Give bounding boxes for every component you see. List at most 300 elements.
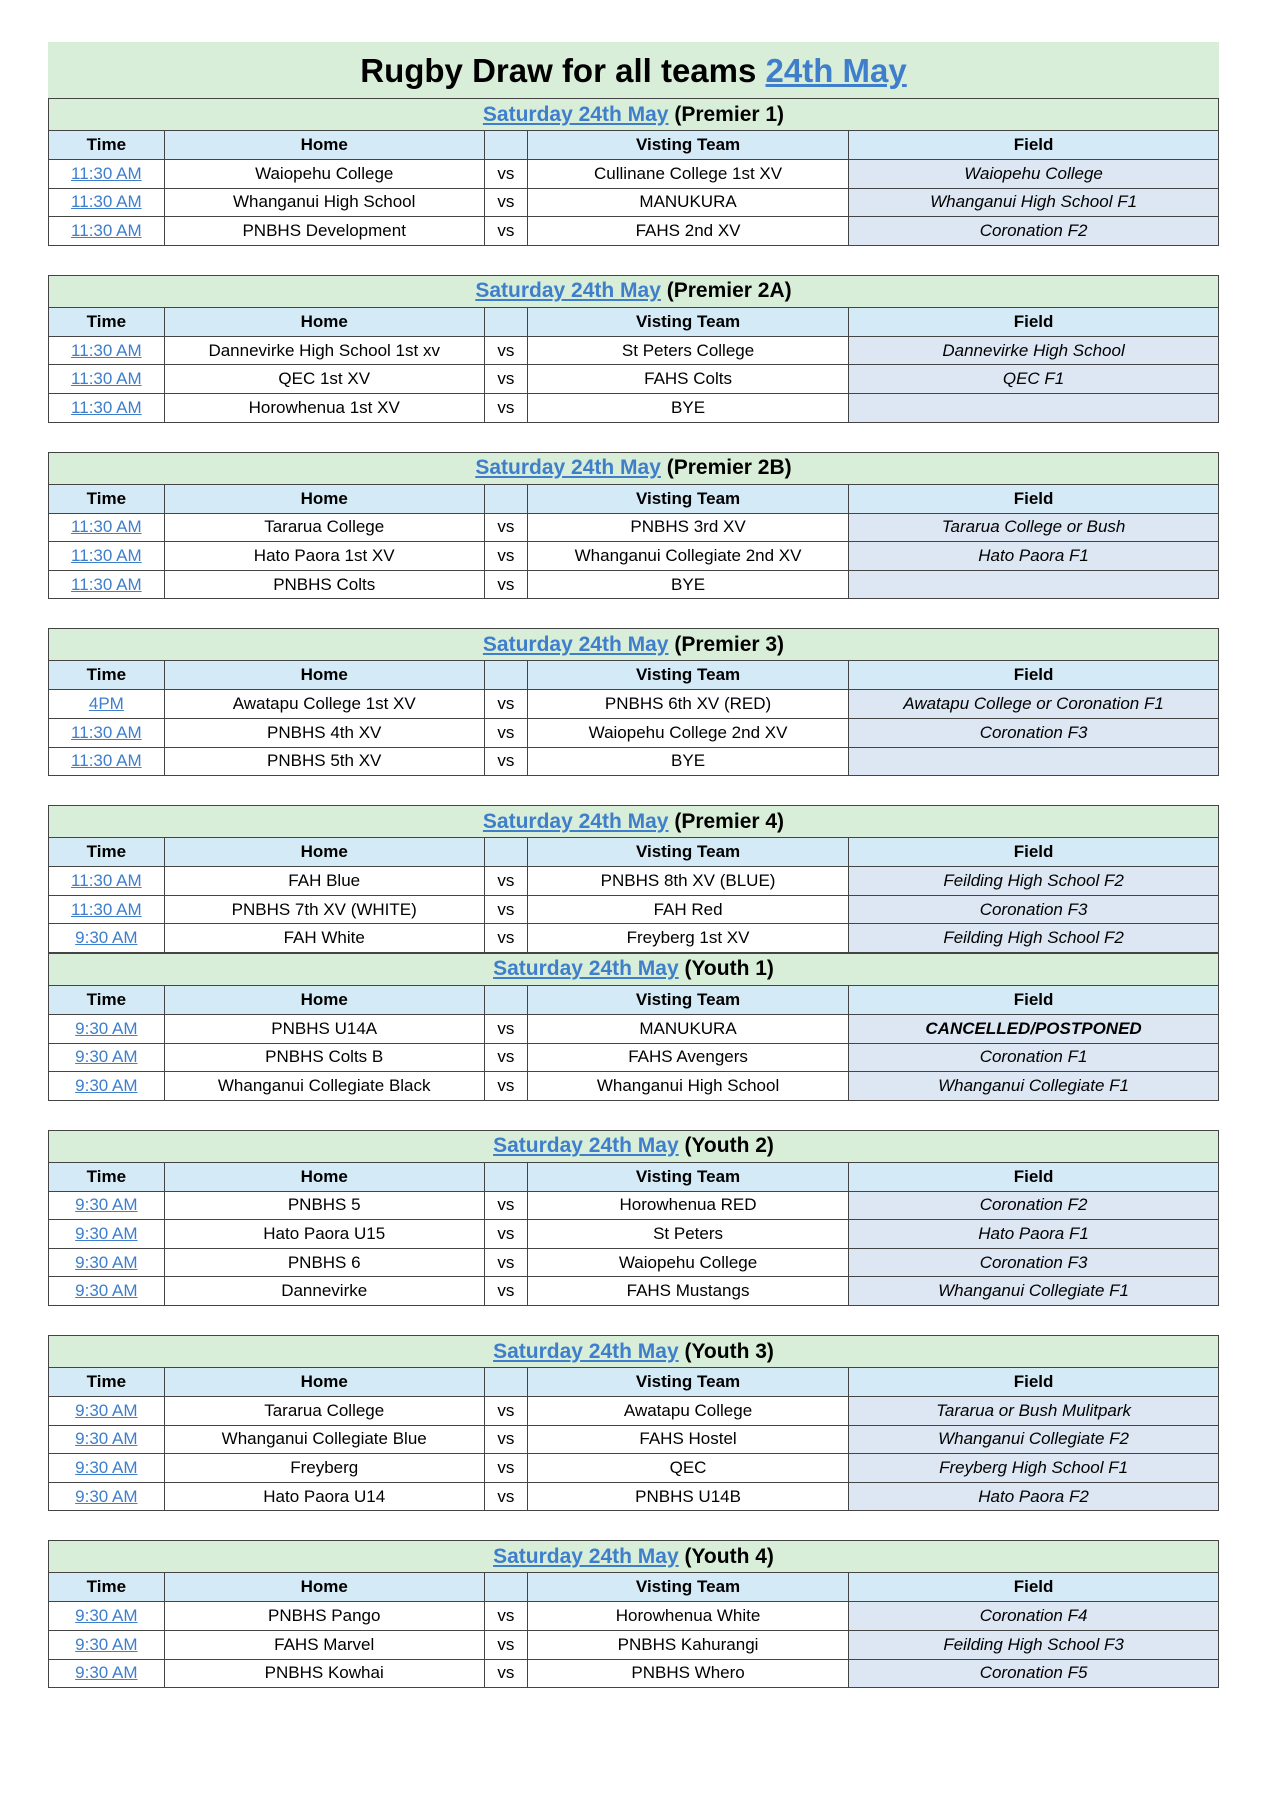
home-team-cell: PNBHS 5th XV [164, 747, 484, 776]
column-header-row [49, 838, 1219, 867]
section-heading-row [49, 1130, 1219, 1162]
field-cell: Coronation F3 [849, 1248, 1219, 1277]
time-cell [49, 1631, 165, 1660]
table-row [49, 747, 1219, 776]
col-time-header: Time [49, 1368, 165, 1397]
col-vs-header [484, 131, 527, 160]
time-cell [49, 1191, 165, 1220]
vs-cell: vs [484, 1659, 527, 1688]
time-link[interactable]: 11:30 AM [71, 722, 142, 742]
time-cell [49, 1454, 165, 1483]
field-cell: CANCELLED/POSTPONED [849, 1014, 1219, 1043]
section-grade: (Youth 4) [678, 1544, 774, 1568]
title-text: Rugby Draw for all teams [360, 52, 766, 89]
col-home-header: Home [164, 985, 484, 1014]
col-visiting-header: Visting Team [527, 661, 848, 690]
draw-table [48, 628, 1219, 776]
field-cell: Whanganui Collegiate F1 [849, 1277, 1219, 1306]
home-team-cell: PNBHS Colts [164, 570, 484, 599]
home-team-cell: Tararua College [164, 1397, 484, 1426]
time-link[interactable]: 9:30 AM [75, 1634, 138, 1654]
time-cell [49, 690, 165, 719]
section-heading [49, 1336, 1219, 1368]
section-grade: (Premier 2A) [660, 279, 792, 303]
field-cell: Feilding High School F2 [849, 867, 1219, 896]
time-cell [49, 570, 165, 599]
time-link[interactable]: 11:30 AM [71, 397, 142, 417]
table-row [49, 336, 1219, 365]
table-row [49, 1425, 1219, 1454]
col-time-header: Time [49, 1573, 165, 1602]
table-row [49, 1043, 1219, 1072]
time-link[interactable]: 9:30 AM [75, 1252, 138, 1272]
draw-table [48, 98, 1219, 246]
section-grade: (Premier 2B) [660, 456, 792, 480]
visiting-team-cell: PNBHS 8th XV (BLUE) [527, 867, 848, 896]
section-date-link[interactable]: Saturday 24th May [475, 456, 661, 480]
time-cell [49, 542, 165, 571]
field-cell: Coronation F5 [849, 1659, 1219, 1688]
home-team-cell: Waiopehu College [164, 160, 484, 189]
home-team-cell: Whanganui High School [164, 188, 484, 217]
col-time-header: Time [49, 985, 165, 1014]
table-row [49, 867, 1219, 896]
time-cell [49, 867, 165, 896]
visiting-team-cell: St Peters [527, 1220, 848, 1249]
col-field-header: Field [849, 1368, 1219, 1397]
time-link[interactable]: 9:30 AM [75, 928, 138, 948]
time-cell [49, 1248, 165, 1277]
vs-cell: vs [484, 1043, 527, 1072]
visiting-team-cell: PNBHS 6th XV (RED) [527, 690, 848, 719]
home-team-cell: FAH Blue [164, 867, 484, 896]
time-link[interactable]: 11:30 AM [71, 899, 142, 919]
home-team-cell: Dannevirke High School 1st xv [164, 336, 484, 365]
col-visiting-header: Visting Team [527, 1162, 848, 1191]
home-team-cell: Hato Paora 1st XV [164, 542, 484, 571]
column-header-row [49, 661, 1219, 690]
column-header-row [49, 484, 1219, 513]
section-heading-row [49, 452, 1219, 484]
vs-cell: vs [484, 924, 527, 953]
column-header-row [49, 1162, 1219, 1191]
vs-cell: vs [484, 1631, 527, 1660]
field-cell: Tararua College or Bush [849, 513, 1219, 542]
time-link[interactable]: 4PM [88, 694, 124, 714]
draw-table [48, 805, 1219, 953]
time-cell [49, 160, 165, 189]
table-row [49, 365, 1219, 394]
section-date-link[interactable]: Saturday 24th May [475, 279, 661, 303]
field-cell: Coronation F4 [849, 1602, 1219, 1631]
home-team-cell: Hato Paora U15 [164, 1220, 484, 1249]
section-heading-row [49, 275, 1219, 307]
col-visiting-header: Visting Team [527, 307, 848, 336]
vs-cell: vs [484, 217, 527, 246]
section-grade: (Youth 2) [678, 1134, 774, 1158]
time-cell [49, 513, 165, 542]
visiting-team-cell: BYE [527, 570, 848, 599]
field-cell: Awatapu College or Coronation F1 [849, 690, 1219, 719]
vs-cell: vs [484, 513, 527, 542]
visiting-team-cell: FAHS Hostel [527, 1425, 848, 1454]
col-time-header: Time [49, 307, 165, 336]
col-field-header: Field [849, 307, 1219, 336]
section-grade: (Premier 3) [668, 632, 785, 656]
section-gap [48, 1306, 1219, 1335]
time-link[interactable]: 9:30 AM [75, 1281, 138, 1301]
section-date-link[interactable]: Saturday 24th May [482, 102, 669, 126]
section-heading [49, 275, 1219, 307]
field-cell [849, 747, 1219, 776]
col-home-header: Home [164, 484, 484, 513]
visiting-team-cell: FAHS 2nd XV [527, 217, 848, 246]
visiting-team-cell: PNBHS U14B [527, 1482, 848, 1511]
vs-cell: vs [484, 895, 527, 924]
table-row [49, 513, 1219, 542]
col-time-header: Time [49, 661, 165, 690]
vs-cell: vs [484, 1482, 527, 1511]
section-grade: (Premier 1) [668, 102, 785, 126]
vs-cell: vs [484, 718, 527, 747]
col-time-header: Time [49, 838, 165, 867]
time-cell [49, 1482, 165, 1511]
home-team-cell: Dannevirke [164, 1277, 484, 1306]
col-visiting-header: Visting Team [527, 484, 848, 513]
time-link[interactable]: 11:30 AM [71, 517, 142, 537]
col-field-header: Field [849, 131, 1219, 160]
title-date-link[interactable]: 24th May [765, 52, 907, 89]
section-heading [49, 953, 1219, 985]
field-cell [849, 393, 1219, 422]
field-cell: Whanganui Collegiate F2 [849, 1425, 1219, 1454]
visiting-team-cell: St Peters College [527, 336, 848, 365]
section-gap [48, 776, 1219, 805]
visiting-team-cell: FAH Red [527, 895, 848, 924]
vs-cell: vs [484, 1191, 527, 1220]
section-date-link[interactable]: Saturday 24th May [493, 1134, 679, 1158]
vs-cell: vs [484, 1277, 527, 1306]
time-link[interactable]: 9:30 AM [75, 1195, 138, 1215]
time-link[interactable]: 11:30 AM [71, 163, 142, 183]
field-cell: Dannevirke High School [849, 336, 1219, 365]
home-team-cell: FAH White [164, 924, 484, 953]
field-cell: Tararua or Bush Mulitpark [849, 1397, 1219, 1426]
home-team-cell: PNBHS 7th XV (WHITE) [164, 895, 484, 924]
col-visiting-header: Visting Team [527, 131, 848, 160]
vs-cell: vs [484, 1602, 527, 1631]
home-team-cell: Horowhenua 1st XV [164, 393, 484, 422]
draw-document [48, 42, 1219, 1688]
home-team-cell: Whanganui Collegiate Black [164, 1072, 484, 1101]
vs-cell: vs [484, 690, 527, 719]
home-team-cell: PNBHS Kowhai [164, 1659, 484, 1688]
col-visiting-header: Visting Team [527, 1573, 848, 1602]
time-link[interactable]: 11:30 AM [71, 340, 142, 360]
visiting-team-cell: Awatapu College [527, 1397, 848, 1426]
vs-cell: vs [484, 393, 527, 422]
home-team-cell: PNBHS 5 [164, 1191, 484, 1220]
column-header-row [49, 985, 1219, 1014]
time-cell [49, 895, 165, 924]
home-team-cell: PNBHS Colts B [164, 1043, 484, 1072]
time-cell [49, 747, 165, 776]
table-row [49, 1191, 1219, 1220]
time-link[interactable]: 9:30 AM [75, 1047, 138, 1067]
time-cell [49, 1014, 165, 1043]
section-heading [49, 99, 1219, 131]
visiting-team-cell: FAHS Colts [527, 365, 848, 394]
time-cell [49, 1220, 165, 1249]
time-link[interactable]: 9:30 AM [75, 1458, 138, 1478]
col-vs-header [484, 985, 527, 1014]
home-team-cell: PNBHS U14A [164, 1014, 484, 1043]
time-link[interactable]: 9:30 AM [75, 1224, 138, 1244]
vs-cell: vs [484, 1014, 527, 1043]
time-cell [49, 1043, 165, 1072]
column-header-row [49, 1368, 1219, 1397]
draw-table [48, 1335, 1219, 1511]
vs-cell: vs [484, 1425, 527, 1454]
col-field-header: Field [849, 1573, 1219, 1602]
vs-cell: vs [484, 1220, 527, 1249]
table-row [49, 1602, 1219, 1631]
table-row [49, 1659, 1219, 1688]
field-cell: Whanganui High School F1 [849, 188, 1219, 217]
section-date-link[interactable]: Saturday 24th May [482, 809, 669, 833]
time-cell [49, 1397, 165, 1426]
field-cell: Hato Paora F1 [849, 1220, 1219, 1249]
col-vs-header [484, 484, 527, 513]
table-row [49, 690, 1219, 719]
section-date-link[interactable]: Saturday 24th May [493, 957, 679, 981]
field-cell: Freyberg High School F1 [849, 1454, 1219, 1483]
col-vs-header [484, 1573, 527, 1602]
table-row [49, 718, 1219, 747]
field-cell: Coronation F1 [849, 1043, 1219, 1072]
time-link[interactable]: 11:30 AM [71, 369, 142, 389]
col-home-header: Home [164, 1162, 484, 1191]
table-row [49, 1482, 1219, 1511]
home-team-cell: Tararua College [164, 513, 484, 542]
col-visiting-header: Visting Team [527, 838, 848, 867]
section-heading-row [49, 99, 1219, 131]
section-heading [49, 1541, 1219, 1573]
time-cell [49, 188, 165, 217]
table-row [49, 895, 1219, 924]
time-link[interactable]: 11:30 AM [71, 574, 142, 594]
home-team-cell: Freyberg [164, 1454, 484, 1483]
col-visiting-header: Visting Team [527, 1368, 848, 1397]
field-cell: Hato Paora F2 [849, 1482, 1219, 1511]
vs-cell: vs [484, 365, 527, 394]
visiting-team-cell: Whanganui Collegiate 2nd XV [527, 542, 848, 571]
vs-cell: vs [484, 1454, 527, 1483]
section-date-link[interactable]: Saturday 24th May [493, 1339, 679, 1363]
field-cell [849, 570, 1219, 599]
col-home-header: Home [164, 1573, 484, 1602]
visiting-team-cell: Freyberg 1st XV [527, 924, 848, 953]
field-cell: Hato Paora F1 [849, 542, 1219, 571]
draw-table [48, 1130, 1219, 1306]
col-home-header: Home [164, 1368, 484, 1397]
column-header-row [49, 307, 1219, 336]
section-date-link[interactable]: Saturday 24th May [493, 1544, 679, 1568]
field-cell: Coronation F3 [849, 718, 1219, 747]
col-home-header: Home [164, 131, 484, 160]
field-cell: Coronation F2 [849, 1191, 1219, 1220]
section-heading-row [49, 806, 1219, 838]
time-cell [49, 1072, 165, 1101]
time-link[interactable]: 9:30 AM [75, 1075, 138, 1095]
section-heading-row [49, 1541, 1219, 1573]
section-gap [48, 423, 1219, 452]
time-link[interactable]: 9:30 AM [75, 1400, 138, 1420]
home-team-cell: PNBHS 6 [164, 1248, 484, 1277]
field-cell: Feilding High School F3 [849, 1631, 1219, 1660]
draw-table [48, 452, 1219, 600]
vs-cell: vs [484, 1397, 527, 1426]
field-cell: Feilding High School F2 [849, 924, 1219, 953]
time-link[interactable]: 11:30 AM [71, 870, 142, 890]
visiting-team-cell: FAHS Avengers [527, 1043, 848, 1072]
table-row [49, 542, 1219, 571]
field-cell: Waiopehu College [849, 160, 1219, 189]
time-link[interactable]: 11:30 AM [71, 220, 142, 240]
table-row [49, 393, 1219, 422]
time-cell [49, 217, 165, 246]
section-gap [48, 246, 1219, 275]
vs-cell: vs [484, 542, 527, 571]
col-home-header: Home [164, 661, 484, 690]
col-field-header: Field [849, 985, 1219, 1014]
col-field-header: Field [849, 484, 1219, 513]
field-cell: Coronation F3 [849, 895, 1219, 924]
home-team-cell: FAHS Marvel [164, 1631, 484, 1660]
field-cell: Whanganui Collegiate F1 [849, 1072, 1219, 1101]
visiting-team-cell: Waiopehu College [527, 1248, 848, 1277]
visiting-team-cell: PNBHS Kahurangi [527, 1631, 848, 1660]
section-heading [49, 806, 1219, 838]
visiting-team-cell: PNBHS 3rd XV [527, 513, 848, 542]
table-row [49, 160, 1219, 189]
time-cell [49, 1277, 165, 1306]
time-cell [49, 1659, 165, 1688]
visiting-team-cell: BYE [527, 393, 848, 422]
home-team-cell: Awatapu College 1st XV [164, 690, 484, 719]
home-team-cell: PNBHS Pango [164, 1602, 484, 1631]
table-row [49, 1277, 1219, 1306]
field-cell: Coronation F2 [849, 217, 1219, 246]
visiting-team-cell: Horowhenua White [527, 1602, 848, 1631]
section-grade: (Premier 4) [668, 809, 785, 833]
section-heading [49, 1130, 1219, 1162]
section-heading-row [49, 1336, 1219, 1368]
time-cell [49, 336, 165, 365]
time-link[interactable]: 11:30 AM [71, 545, 142, 565]
section-gap [48, 1511, 1219, 1540]
visiting-team-cell: BYE [527, 747, 848, 776]
home-team-cell: Whanganui Collegiate Blue [164, 1425, 484, 1454]
section-grade: (Youth 1) [678, 957, 774, 981]
col-home-header: Home [164, 838, 484, 867]
page-title [48, 42, 1219, 98]
section-gap [48, 599, 1219, 628]
section-grade: (Youth 3) [678, 1339, 774, 1363]
section-gap [48, 1101, 1219, 1130]
vs-cell: vs [484, 336, 527, 365]
col-vs-header [484, 307, 527, 336]
time-link[interactable]: 9:30 AM [75, 1663, 138, 1683]
col-vs-header [484, 1162, 527, 1191]
col-vs-header [484, 838, 527, 867]
time-cell [49, 1425, 165, 1454]
section-heading-row [49, 953, 1219, 985]
visiting-team-cell: Cullinane College 1st XV [527, 160, 848, 189]
draw-sections [48, 98, 1219, 1688]
time-link[interactable]: 11:30 AM [71, 751, 142, 771]
vs-cell: vs [484, 160, 527, 189]
draw-table [48, 1540, 1219, 1688]
visiting-team-cell: FAHS Mustangs [527, 1277, 848, 1306]
time-cell [49, 365, 165, 394]
time-link[interactable]: 9:30 AM [75, 1429, 138, 1449]
col-visiting-header: Visting Team [527, 985, 848, 1014]
col-time-header: Time [49, 131, 165, 160]
table-row [49, 1248, 1219, 1277]
column-header-row [49, 1573, 1219, 1602]
col-vs-header [484, 1368, 527, 1397]
draw-table [48, 953, 1219, 1101]
section-heading [49, 452, 1219, 484]
table-row [49, 1014, 1219, 1043]
table-row [49, 1454, 1219, 1483]
col-home-header: Home [164, 307, 484, 336]
time-cell [49, 1602, 165, 1631]
time-link[interactable]: 9:30 AM [75, 1606, 138, 1626]
vs-cell: vs [484, 1072, 527, 1101]
draw-table [48, 275, 1219, 423]
vs-cell: vs [484, 747, 527, 776]
section-heading [49, 629, 1219, 661]
col-field-header: Field [849, 838, 1219, 867]
field-cell: QEC F1 [849, 365, 1219, 394]
table-row [49, 570, 1219, 599]
col-vs-header [484, 661, 527, 690]
visiting-team-cell: QEC [527, 1454, 848, 1483]
col-field-header: Field [849, 1162, 1219, 1191]
col-time-header: Time [49, 484, 165, 513]
time-link[interactable]: 9:30 AM [75, 1018, 138, 1038]
section-heading-row [49, 629, 1219, 661]
vs-cell: vs [484, 570, 527, 599]
home-team-cell: Hato Paora U14 [164, 1482, 484, 1511]
visiting-team-cell: Horowhenua RED [527, 1191, 848, 1220]
time-link[interactable]: 9:30 AM [75, 1486, 138, 1506]
col-field-header: Field [849, 661, 1219, 690]
table-row [49, 217, 1219, 246]
vs-cell: vs [484, 1248, 527, 1277]
section-date-link[interactable]: Saturday 24th May [482, 632, 669, 656]
home-team-cell: PNBHS 4th XV [164, 718, 484, 747]
column-header-row [49, 131, 1219, 160]
visiting-team-cell: PNBHS Whero [527, 1659, 848, 1688]
time-link[interactable]: 11:30 AM [71, 192, 142, 212]
time-cell [49, 924, 165, 953]
table-row [49, 1397, 1219, 1426]
time-cell [49, 393, 165, 422]
home-team-cell: PNBHS Development [164, 217, 484, 246]
